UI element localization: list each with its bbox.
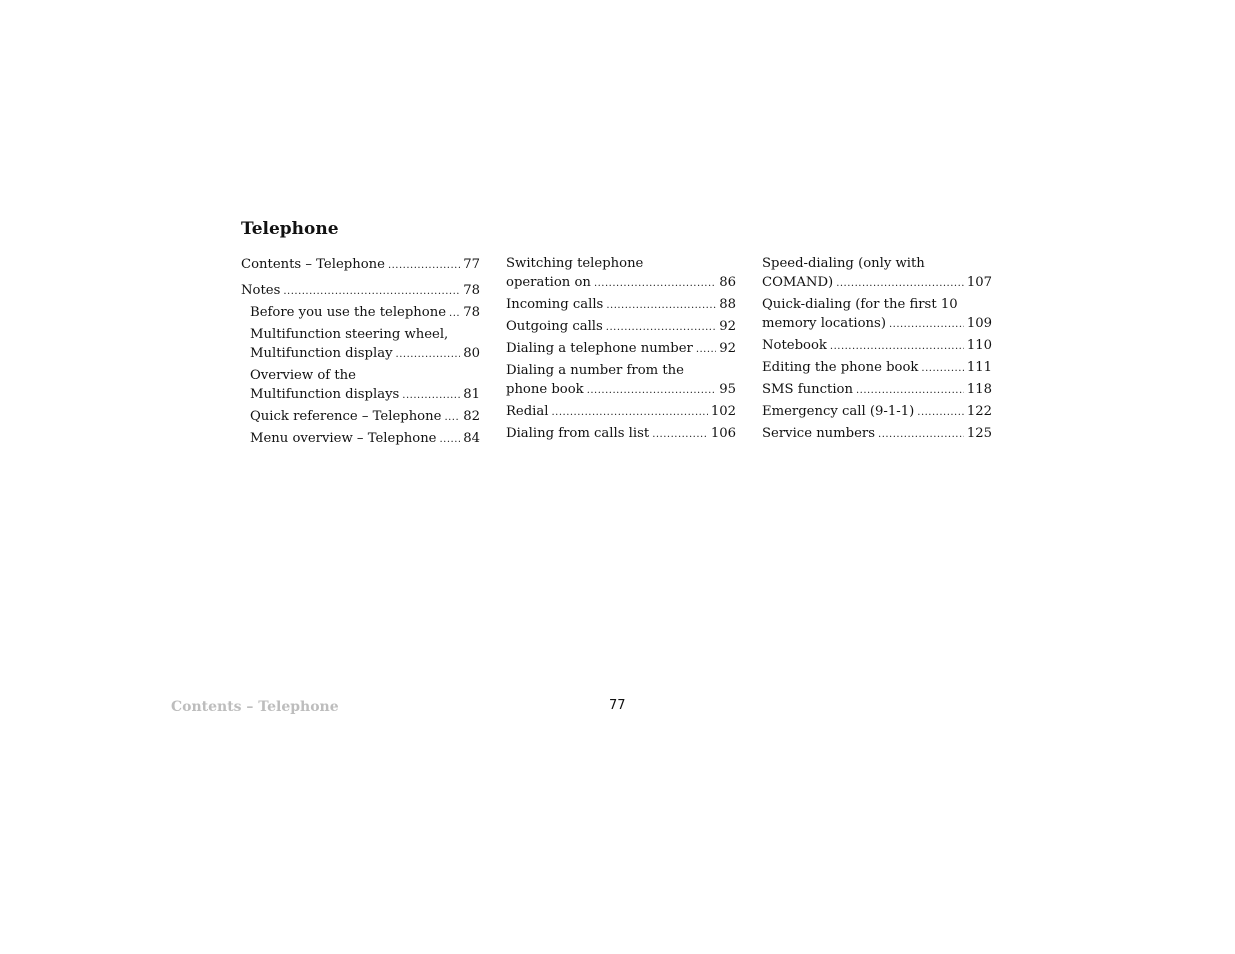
toc-entry-label: Dialing from calls list [506, 426, 650, 441]
page-number: 77 [609, 698, 626, 713]
dot-leader [388, 256, 460, 275]
toc-subentry[interactable] [241, 325, 480, 364]
dot-leader [878, 425, 964, 444]
toc-entry-page: 107 [966, 275, 992, 290]
toc-entry-label: Redial [506, 404, 549, 419]
toc-entry-page: 84 [463, 431, 480, 446]
toc-entry-page: 88 [719, 297, 736, 312]
toc-entry-label: Service numbers [762, 426, 876, 441]
toc-subentry[interactable] [241, 366, 480, 405]
toc-entry[interactable] [762, 402, 992, 422]
toc-entry-label-line1: Quick-dialing (for the first 10 [762, 297, 958, 312]
toc-entry-label-line1: Dialing a number from the [506, 363, 684, 378]
toc-entry-page: 111 [966, 360, 992, 375]
toc-entry-page: 106 [710, 426, 736, 441]
toc-entry-label: Quick reference – Telephone [250, 409, 442, 424]
toc-entry-page: 109 [966, 316, 992, 331]
toc-entry-label: SMS function [762, 382, 853, 397]
toc-entry[interactable] [241, 281, 480, 301]
toc-entry-page: 80 [463, 346, 480, 361]
toc-entry-label-line1: Switching telephone [506, 256, 644, 271]
toc-entry-page: 77 [463, 257, 480, 272]
toc-entry[interactable] [506, 317, 736, 337]
dot-leader [594, 274, 716, 293]
toc-entry-label: Multifunction display [250, 346, 393, 361]
toc-entry[interactable] [506, 295, 736, 315]
toc-entry[interactable] [762, 336, 992, 356]
dot-leader [921, 359, 963, 378]
dot-leader [396, 345, 461, 364]
dot-leader [830, 337, 964, 356]
toc-entry[interactable] [762, 424, 992, 444]
toc-entry-label-line1: Multifunction steering wheel, [250, 327, 449, 342]
toc-entry-label: Editing the phone book [762, 360, 919, 375]
toc-entry[interactable] [762, 295, 992, 334]
toc-entry[interactable] [762, 358, 992, 378]
toc-entry-page: 102 [710, 404, 736, 419]
toc-entry-label: Outgoing calls [506, 319, 603, 334]
toc-entry-label: operation on [506, 275, 591, 290]
toc-entry-page: 122 [966, 404, 992, 419]
toc-entry-label: memory locations) [762, 316, 886, 331]
toc-entry-page: 82 [463, 409, 480, 424]
toc-entry-page: 81 [463, 387, 480, 402]
toc-entry-label: Multifunction displays [250, 387, 400, 402]
toc-column-3 [762, 254, 992, 446]
dot-leader [856, 381, 964, 400]
dot-leader [551, 403, 707, 422]
dot-leader [606, 318, 716, 337]
toc-subentry[interactable] [241, 407, 480, 427]
toc-entry-label: Before you use the telephone [250, 305, 447, 320]
toc-entry-label-line1: Overview of the [250, 368, 356, 383]
toc-entry[interactable] [506, 254, 736, 293]
dot-leader [587, 381, 717, 400]
toc-entry-page: 86 [719, 275, 736, 290]
toc-entry-label-line1: Speed-dialing (only with [762, 256, 925, 271]
toc-entry-page: 125 [966, 426, 992, 441]
toc-entry[interactable] [762, 254, 992, 293]
footer-section-label: Contents – Telephone [171, 699, 339, 715]
section-title: Telephone [241, 219, 339, 239]
toc-entry-label: Menu overview – Telephone [250, 431, 437, 446]
toc-entry-page: 110 [966, 338, 992, 353]
toc-entry-label: Notes [241, 283, 281, 298]
toc-entry[interactable] [506, 402, 736, 422]
toc-entry-label: Contents – Telephone [241, 257, 385, 272]
dot-leader [606, 296, 716, 315]
toc-entry[interactable] [241, 255, 480, 275]
dot-leader [283, 282, 460, 301]
toc-subentry[interactable] [241, 303, 480, 323]
toc-entry-page: 95 [719, 382, 736, 397]
toc-entry-label: Dialing a telephone number [506, 341, 693, 356]
dot-leader [917, 403, 964, 422]
toc-entry[interactable] [506, 361, 736, 400]
toc-entry-label: phone book [506, 382, 584, 397]
toc-entry[interactable] [506, 424, 736, 444]
toc-entry-page: 118 [966, 382, 992, 397]
toc-entry-label: Incoming calls [506, 297, 604, 312]
dot-leader [440, 430, 461, 449]
toc-entry[interactable] [506, 339, 736, 359]
dot-leader [402, 386, 460, 405]
toc-entry-label: COMAND) [762, 275, 834, 290]
dot-leader [444, 408, 460, 427]
toc-entry-label: Notebook [762, 338, 827, 353]
toc-column-1 [241, 254, 480, 451]
toc-column-2 [506, 254, 736, 446]
dot-leader [652, 425, 708, 444]
toc-subentry[interactable] [241, 429, 480, 449]
toc-entry-page: 78 [463, 305, 480, 320]
toc-entry-page: 92 [719, 319, 736, 334]
dot-leader [696, 340, 716, 359]
dot-leader [889, 315, 964, 334]
toc-entry-label: Emergency call (9-1-1) [762, 404, 915, 419]
dot-leader [449, 304, 460, 323]
toc-entry-page: 78 [463, 283, 480, 298]
dot-leader [836, 274, 964, 293]
toc-entry-page: 92 [719, 341, 736, 356]
toc-entry[interactable] [762, 380, 992, 400]
